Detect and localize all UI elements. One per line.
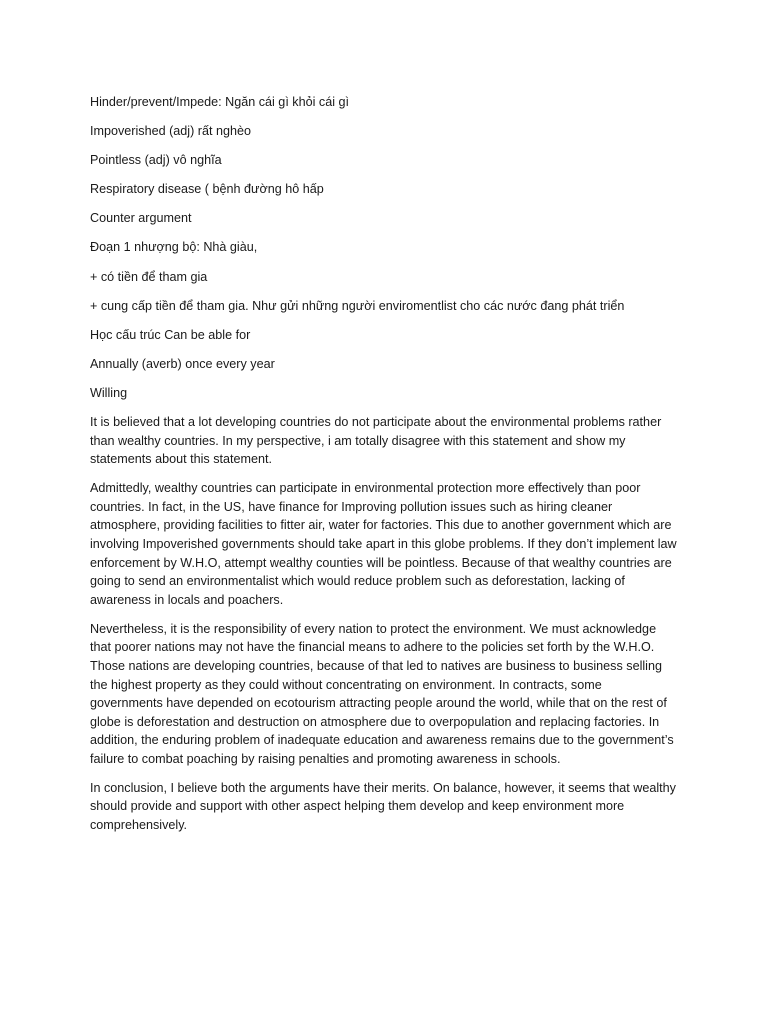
vocabulary-notes: [90, 93, 678, 403]
essay-body: [90, 413, 678, 835]
note-line: + cung cấp tiền để tham gia. Như gửi những người enviromentlist cho các nước đang phát triển: [90, 298, 625, 313]
note-line: Counter argument: [90, 211, 192, 226]
note-line: Willing: [90, 385, 128, 400]
note-line: Pointless (adj) vô nghĩa: [90, 153, 222, 168]
note-line: + có tiền để tham gia: [90, 269, 208, 284]
note-line: Hinder/prevent/Impede: Ngăn cái gì khỏi cái gì: [90, 95, 350, 109]
essay-body-paragraph-1: Admittedly, wealthy countries can participate in environmental protection more effectively than poor countries. In fact, in the US, have finance for Improving pollution issues such as hiring cleaner atmosphere, providing facilities to fitter air, water for factories. This due to another government which are involving Impoverished governments should take apart in this globe problems. If they don’t implement law enforcement by W.H.O, attempt wealthy counties will be pointless. Because of that wealthy countries are going to send an environmentalist which would reduce problem such as deforestation, lacking of awareness in locals and poachers.: [90, 481, 677, 607]
essay-introduction: It is believed that a lot developing countries do not participate about the environmental problems rather than wealthy countries. In my perspective, i am totally disagree with this statement and show my statements about this statement.: [90, 415, 662, 467]
note-line: Học cấu trúc Can be able for: [90, 327, 251, 342]
essay-body-paragraph-2: Nevertheless, it is the responsibility of every nation to protect the environment. We must acknowledge that poorer nations may not have the financial means to adhere to the policies set forth by the W.H.O. Those nations are developing countries, because of that led to natives are business to business selling the highest property as they could without concentrating on environment. In contracts, some governments have depended on ecotourism attracting people around the world, while that on the rest of globe is deforestation and destruction on atmosphere due to overpopulation and replacing factories. In addition, the enduring problem of inadequate education and awareness remains due to the government’s failure to combat poaching by raising penalties and promoting awareness in schools.: [90, 621, 674, 766]
note-line: Đoạn 1 nhượng bộ: Nhà giàu,: [90, 240, 258, 255]
note-line: Impoverished (adj) rất nghèo: [90, 124, 252, 139]
note-line: Respiratory disease ( bệnh đường hô hấp: [90, 182, 324, 197]
note-line: Annually (averb) once every year: [90, 356, 275, 371]
essay-conclusion: In conclusion, I believe both the arguments have their merits. On balance, however, it seems that wealthy should provide and support with other aspect helping them develop and keep environment more comprehensively.: [90, 780, 676, 833]
